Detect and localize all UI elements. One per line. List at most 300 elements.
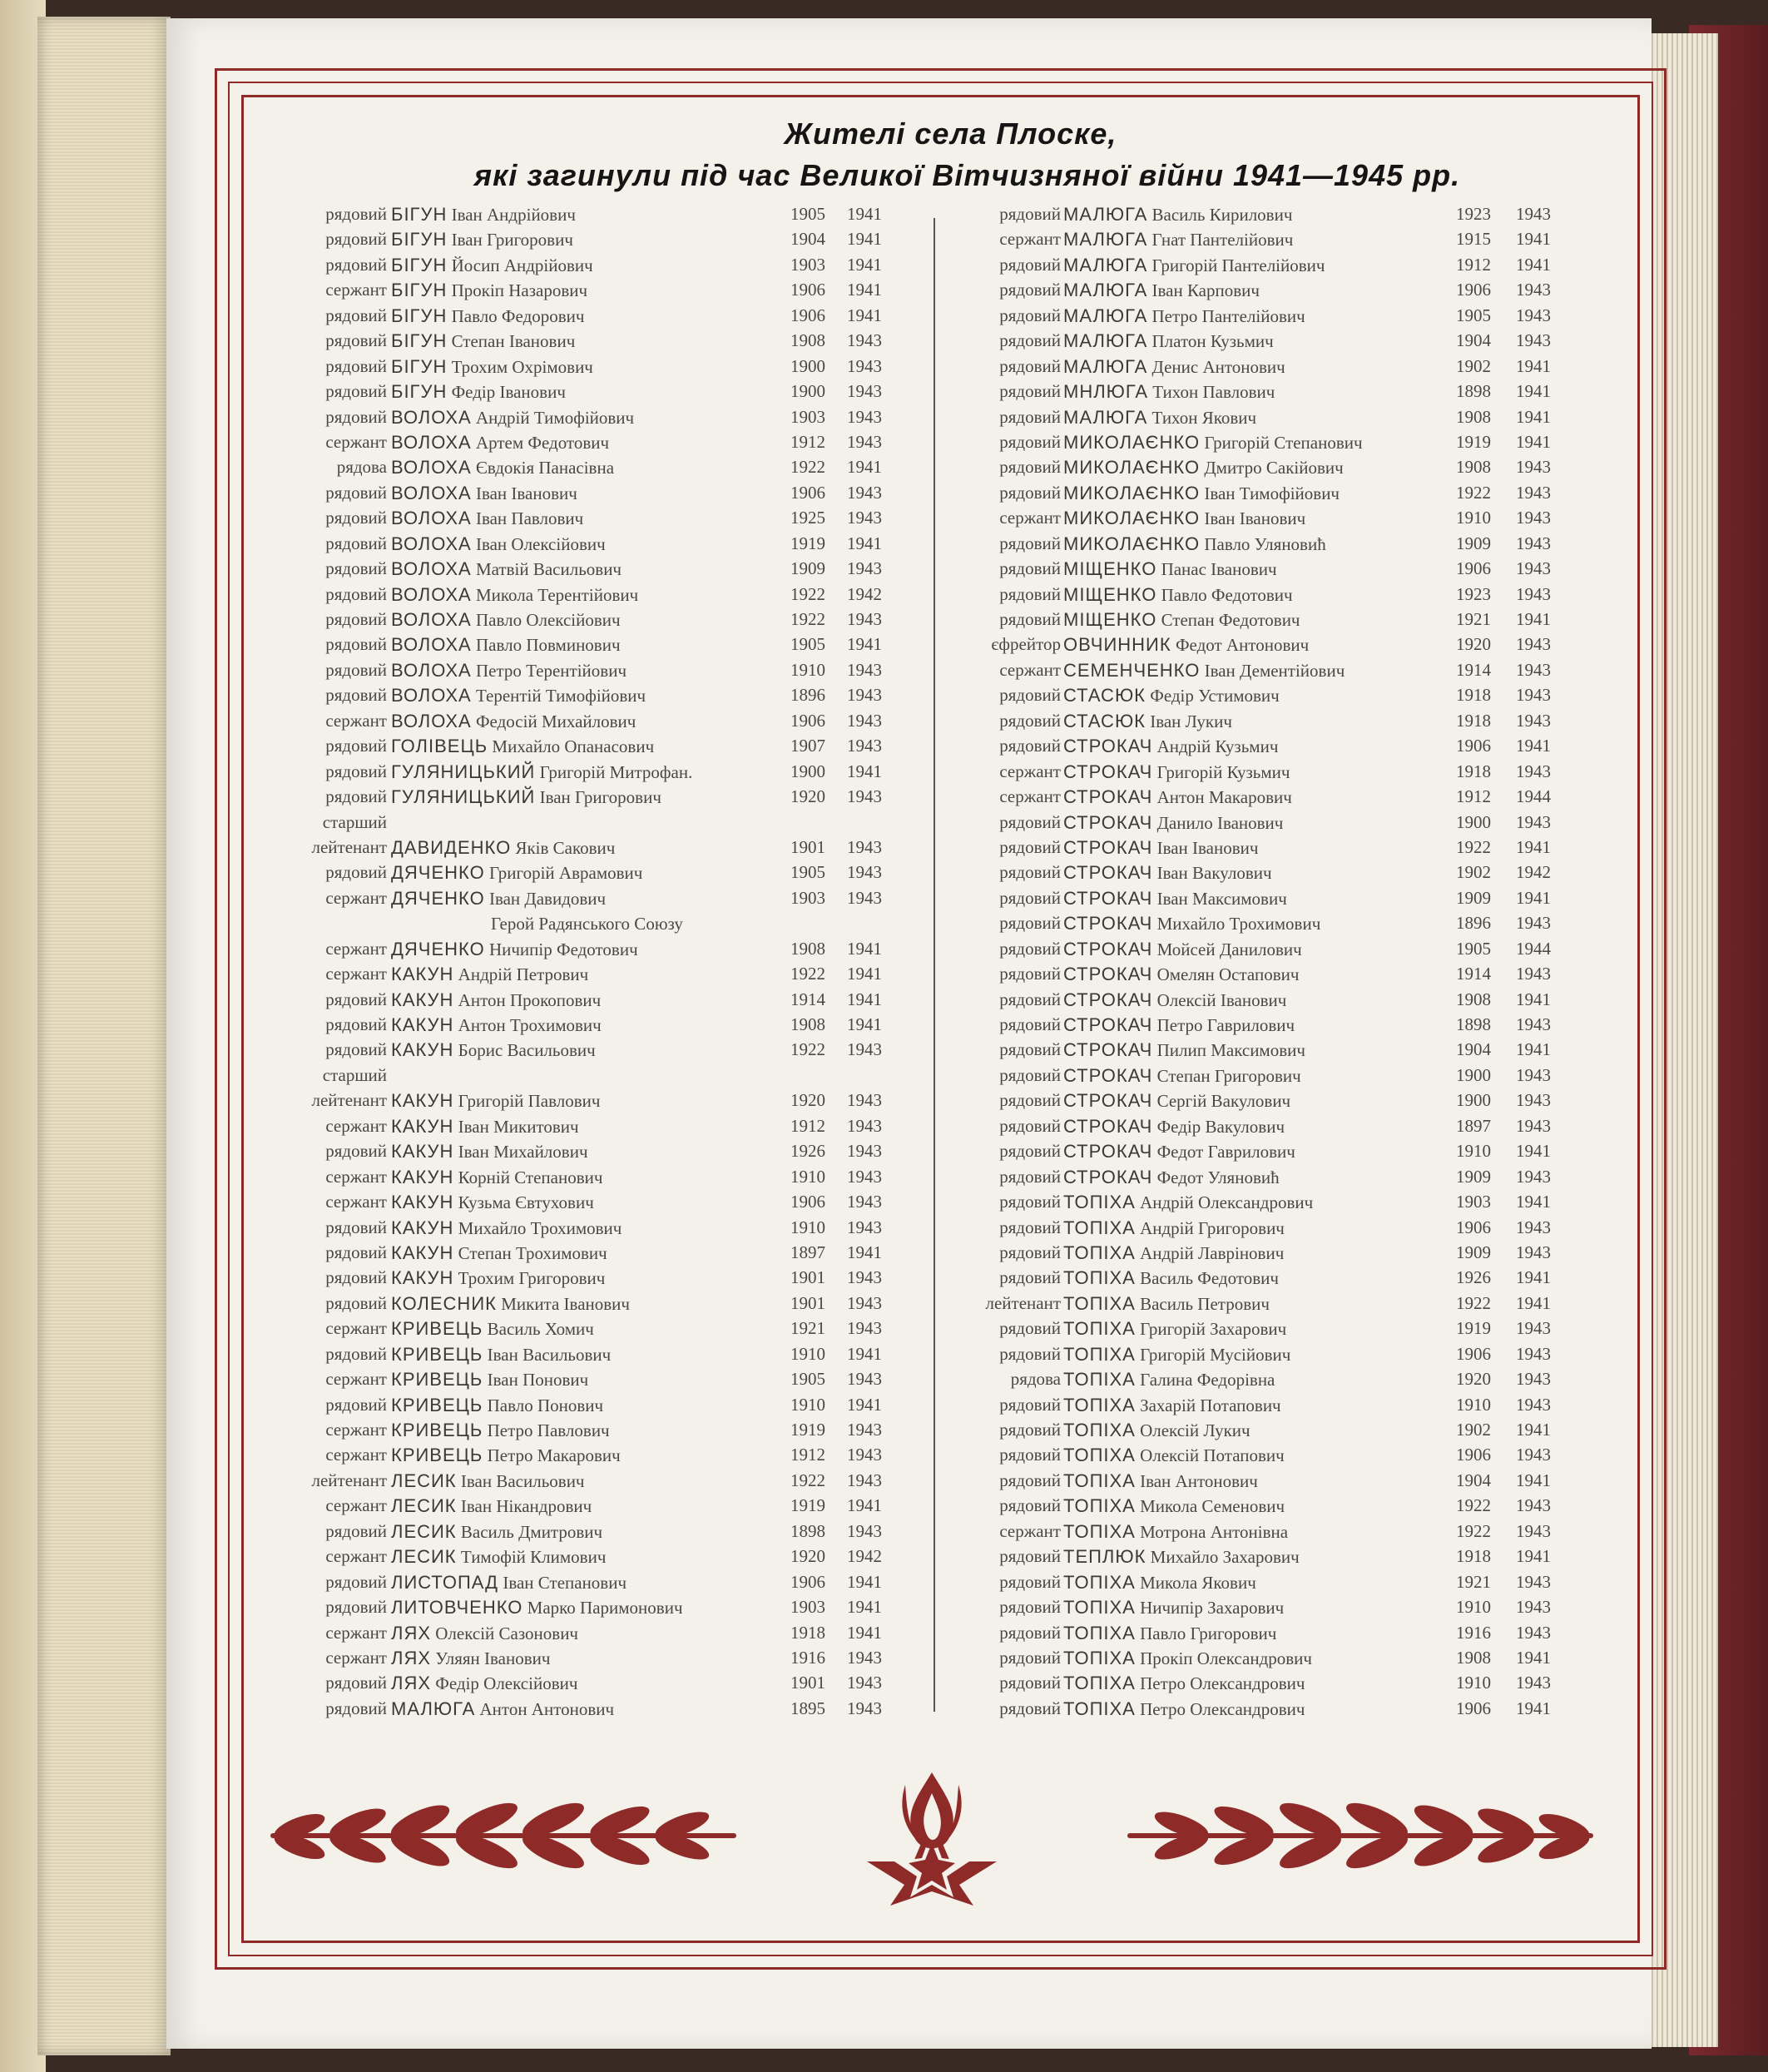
death-year: 1943 [1516, 1064, 1551, 1085]
rank-label: рядовий [325, 685, 387, 706]
surname: МІЩЕНКО [1063, 558, 1157, 580]
death-year: 1944 [1516, 786, 1551, 807]
rank-label: рядовий [999, 989, 1061, 1009]
rank-label: сержант [325, 1622, 387, 1643]
surname: МИКОЛАЄНКО [1063, 431, 1201, 453]
given-names: Федот Уляновић [1156, 1167, 1280, 1187]
surname: МНЛЮГА [1063, 381, 1148, 403]
death-year: 1941 [847, 457, 882, 478]
birth-year: 1919 [790, 1495, 825, 1516]
given-names: Платон Кузьмич [1151, 331, 1274, 352]
birth-year: 1919 [1456, 1318, 1491, 1339]
person-name [391, 381, 566, 403]
birth-year: 1906 [1456, 558, 1491, 579]
birth-year: 1902 [1456, 1420, 1491, 1440]
rank-label: рядовий [999, 254, 1061, 275]
birth-year: 1921 [790, 1318, 825, 1339]
birth-year: 1901 [790, 1267, 825, 1288]
death-year: 1943 [847, 330, 882, 351]
death-year: 1941 [1516, 1546, 1551, 1567]
given-names: Іван Лукич [1150, 711, 1232, 731]
birth-year: 1902 [1456, 355, 1491, 376]
birth-year: 1926 [790, 1141, 825, 1162]
surname: ЛЕСИК [391, 1546, 457, 1568]
rank-label: лейтенант [311, 836, 387, 857]
person-name [391, 1698, 614, 1720]
death-year: 1943 [847, 609, 882, 629]
rank-label: сержант [325, 1369, 387, 1390]
death-year: 1941 [1516, 381, 1551, 402]
given-names: Василь Федотович [1140, 1268, 1279, 1289]
surname: СТРОКАЧ [1063, 1039, 1153, 1061]
person-name [1063, 1470, 1258, 1492]
surname: КАКУН [391, 1141, 454, 1162]
given-names: Іван Нікандрович [460, 1496, 592, 1517]
birth-year: 1922 [790, 1039, 825, 1060]
surname: ЛИТОВЧЕНКО [391, 1597, 523, 1618]
birth-year: 1923 [1456, 204, 1491, 224]
rank-label: рядовий [325, 229, 387, 250]
given-names: Герой Радянського Союзу [491, 914, 683, 934]
person-name [1063, 1192, 1313, 1213]
given-names: Іван Олексійович [475, 533, 606, 554]
given-names: Павло Понович [487, 1395, 604, 1415]
rank-label: лейтенант [311, 1470, 387, 1490]
surname: СТРОКАЧ [1063, 1141, 1153, 1162]
rank-label: сержант [999, 229, 1061, 250]
given-names: Федот Гаврилович [1156, 1142, 1295, 1162]
surname: МІЩЕНКО [1063, 583, 1157, 605]
rank-label: сержант [325, 1166, 387, 1187]
birth-year: 1897 [790, 1242, 825, 1262]
death-year: 1943 [1516, 964, 1551, 984]
death-year: 1943 [1516, 685, 1551, 706]
given-names: Іван Дементійович [1204, 660, 1345, 681]
death-year: 1941 [1516, 1267, 1551, 1288]
birth-year: 1896 [1456, 913, 1491, 934]
given-names: Микита Іванович [501, 1293, 630, 1314]
person-name [391, 1420, 610, 1441]
death-year: 1941 [1516, 836, 1551, 857]
rank-label: рядовий [325, 1014, 387, 1034]
death-year: 1943 [847, 1039, 882, 1060]
surname: БІГУН [391, 280, 448, 301]
surname: ТОПІХА [1063, 1192, 1136, 1213]
surname: ВОЛОХА [391, 583, 472, 605]
person-name [391, 533, 606, 555]
birth-year: 1905 [1456, 305, 1491, 325]
death-year: 1943 [1516, 1673, 1551, 1693]
person-name [391, 1267, 605, 1289]
death-year: 1943 [1516, 1495, 1551, 1516]
given-names: Прокіп Олександрович [1140, 1648, 1312, 1668]
birth-year: 1910 [790, 1166, 825, 1187]
death-year: 1943 [1516, 1217, 1551, 1237]
surname: ОВЧИННИК [1063, 634, 1171, 656]
birth-year: 1906 [790, 1192, 825, 1212]
death-year: 1941 [847, 938, 882, 959]
surname: КАКУН [391, 1115, 454, 1137]
surname: СТРОКАЧ [1063, 1090, 1153, 1112]
birth-year: 1900 [790, 761, 825, 781]
person-name [1063, 609, 1300, 631]
given-names: Терентій Тимофійович [475, 686, 646, 706]
surname: СТРОКАЧ [1063, 811, 1153, 833]
given-names: Панас Іванович [1161, 559, 1277, 580]
given-names: Прокіп Назарович [451, 280, 588, 301]
death-year: 1944 [1516, 938, 1551, 959]
given-names: Микола Якович [1140, 1572, 1256, 1593]
rank-label: рядовий [999, 406, 1061, 427]
person-name [391, 1192, 594, 1213]
rank-label: рядовий [999, 1546, 1061, 1567]
person-name [391, 1344, 611, 1366]
birth-year: 1914 [1456, 659, 1491, 680]
surname: ДЯЧЕНКО [391, 887, 485, 909]
rank-label: рядовий [999, 1343, 1061, 1364]
surname: МАЛЮГА [1063, 280, 1148, 301]
rank-label: рядовий [999, 457, 1061, 478]
surname: КАКУН [391, 1090, 454, 1112]
person-name [1063, 558, 1277, 580]
rank-label: рядовий [999, 1470, 1061, 1490]
death-year: 1943 [1516, 1343, 1551, 1364]
death-year: 1942 [847, 1546, 882, 1567]
birth-year: 1904 [1456, 1470, 1491, 1490]
person-name [391, 1470, 585, 1492]
death-year: 1941 [847, 964, 882, 984]
eternal-flame-star-icon [266, 1768, 1597, 1910]
rank-label: рядовий [325, 330, 387, 351]
death-year: 1943 [847, 685, 882, 706]
birth-year: 1912 [790, 1115, 825, 1136]
surname: СТРОКАЧ [1063, 964, 1153, 985]
surname: ТОПІХА [1063, 1420, 1136, 1440]
birth-year: 1910 [790, 1394, 825, 1415]
given-names: Михайло Захарович [1150, 1547, 1300, 1568]
death-year: 1941 [1516, 1420, 1551, 1440]
surname: ТОПІХА [1063, 1571, 1136, 1593]
birth-year: 1905 [1456, 938, 1491, 959]
death-year: 1943 [847, 1520, 882, 1541]
given-names: Іван Микитович [458, 1116, 579, 1137]
rank-label: сержант [999, 1520, 1061, 1541]
person-name [1063, 1648, 1312, 1669]
rank-label: рядовий [325, 634, 387, 655]
given-names: Михайло Трохимович [458, 1217, 622, 1238]
death-year: 1942 [847, 583, 882, 604]
surname: КАКУН [391, 1267, 454, 1289]
person-name [1063, 584, 1293, 606]
birth-year: 1909 [1456, 887, 1491, 908]
rank-label: рядовий [325, 533, 387, 553]
given-names: Уляян Іванович [435, 1648, 551, 1668]
birth-year: 1910 [1456, 508, 1491, 528]
rank-label: рядовий [999, 1039, 1061, 1060]
given-names: Андрій Петрович [458, 964, 589, 985]
memorial-page [166, 18, 1652, 2049]
rank-label: лейтенант [985, 1292, 1061, 1313]
death-year: 1943 [847, 862, 882, 883]
birth-year: 1922 [790, 609, 825, 629]
given-names: Микола Терентійович [475, 584, 639, 605]
given-names: Петро Олександрович [1140, 1698, 1305, 1719]
surname: БІГУН [391, 204, 448, 225]
death-year: 1943 [1516, 1242, 1551, 1262]
birth-year: 1922 [1456, 1495, 1491, 1516]
given-names: Іван Григорович [451, 230, 573, 250]
person-name [1063, 1597, 1284, 1618]
birth-year: 1912 [1456, 786, 1491, 807]
death-year: 1941 [847, 1343, 882, 1364]
birth-year: 1901 [790, 836, 825, 857]
death-year: 1943 [1516, 1369, 1551, 1390]
surname: ДЯЧЕНКО [391, 938, 485, 959]
birth-year: 1909 [1456, 533, 1491, 553]
person-name [1063, 1318, 1286, 1340]
given-names: Григорій Митрофан. [539, 761, 693, 782]
person-name [391, 1546, 606, 1568]
rank-label: рядовий [999, 1166, 1061, 1187]
person-name [1063, 634, 1309, 656]
given-names: Іван Іванович [475, 483, 577, 503]
death-year: 1943 [1516, 204, 1551, 224]
birth-year: 1922 [790, 583, 825, 604]
surname: ТОПІХА [1063, 1394, 1136, 1415]
surname: МІЩЕНКО [1063, 609, 1157, 630]
rank-label: рядова [336, 457, 387, 478]
rank-label: сержант [325, 938, 387, 959]
death-year: 1941 [847, 533, 882, 553]
rank-label: рядовий [999, 1141, 1061, 1162]
surname: ВОЛОХА [391, 609, 472, 630]
surname: ТОПІХА [1063, 1318, 1136, 1340]
person-name [1063, 939, 1302, 960]
birth-year: 1923 [1456, 583, 1491, 604]
birth-year: 1918 [1456, 761, 1491, 781]
rank-label: сержант [325, 1318, 387, 1339]
person-name [1063, 1242, 1284, 1264]
surname: СТРОКАЧ [1063, 836, 1153, 858]
person-name [1063, 1167, 1280, 1188]
birth-year: 1912 [1456, 254, 1491, 275]
death-year: 1943 [847, 1292, 882, 1313]
given-names: Василь Дмитрович [460, 1521, 603, 1542]
given-names: Степан Іванович [451, 331, 576, 352]
birth-year: 1906 [1456, 736, 1491, 756]
surname: ЛЯХ [391, 1673, 431, 1694]
given-names: Іван Васильович [487, 1344, 612, 1365]
birth-year: 1910 [1456, 1597, 1491, 1618]
surname: ТОПІХА [1063, 1520, 1136, 1542]
birth-year: 1922 [1456, 1520, 1491, 1541]
person-name [391, 736, 654, 757]
birth-year: 1908 [1456, 1647, 1491, 1668]
birth-year: 1922 [790, 964, 825, 984]
death-year: 1943 [1516, 482, 1551, 503]
death-year: 1941 [1516, 1292, 1551, 1313]
person-name [391, 483, 577, 504]
surname: БІГУН [391, 254, 448, 275]
person-name [391, 1167, 602, 1188]
rank-label: рядовий [999, 811, 1061, 832]
death-year: 1943 [847, 659, 882, 680]
rank-label: рядовий [999, 1394, 1061, 1415]
person-name [391, 508, 583, 529]
death-year: 1941 [1516, 1470, 1551, 1490]
rank-label: рядовий [325, 482, 387, 503]
surname: КАКУН [391, 1166, 454, 1187]
person-name [1063, 1014, 1295, 1036]
rank-label: рядовий [325, 1673, 387, 1693]
death-year: 1943 [847, 1267, 882, 1288]
birth-year: 1905 [790, 862, 825, 883]
birth-year: 1903 [790, 887, 825, 908]
person-name [391, 407, 634, 429]
birth-year: 1901 [790, 1673, 825, 1693]
surname: ТОПІХА [1063, 1470, 1136, 1491]
rank-label: рядовий [999, 1445, 1061, 1465]
person-name [1063, 1698, 1305, 1720]
person-name [391, 255, 593, 276]
person-name [1063, 812, 1283, 834]
death-year: 1943 [847, 1141, 882, 1162]
birth-year: 1896 [790, 685, 825, 706]
person-name [391, 1495, 592, 1517]
death-year: 1943 [1516, 913, 1551, 934]
given-names: Степан Федотович [1161, 610, 1300, 630]
surname: ВОЛОХА [391, 634, 472, 656]
person-name [391, 330, 575, 352]
birth-year: 1922 [1456, 1292, 1491, 1313]
person-name [391, 964, 588, 985]
rank-label: рядовий [325, 558, 387, 579]
death-year: 1943 [847, 558, 882, 579]
rank-label: лейтенант [311, 1090, 387, 1111]
given-names: Тихон Якович [1151, 407, 1257, 428]
given-names: Іван Карпович [1151, 280, 1260, 301]
death-year: 1941 [1516, 1039, 1551, 1060]
rank-label: рядовий [325, 659, 387, 680]
birth-year: 1906 [790, 1571, 825, 1592]
surname: МАЛЮГА [1063, 406, 1148, 428]
person-name [391, 862, 642, 884]
surname: СТРОКАЧ [1063, 887, 1153, 909]
surname: КАКУН [391, 1014, 454, 1035]
birth-year: 1912 [790, 431, 825, 452]
death-year: 1941 [1516, 1647, 1551, 1668]
surname: СТРОКАЧ [1063, 1014, 1153, 1035]
surname: КРИВЕЦЬ [391, 1394, 483, 1415]
surname: ТОПІХА [1063, 1698, 1136, 1719]
surname: ТОПІХА [1063, 1343, 1136, 1365]
given-names: Андрій Григорович [1140, 1217, 1285, 1238]
given-names: Павло Повминович [475, 635, 621, 656]
rank-label: рядовий [325, 1039, 387, 1060]
rank-label: рядовий [999, 1622, 1061, 1643]
person-name [1063, 837, 1258, 859]
surname: ВОЛОХА [391, 558, 472, 580]
birth-year: 1906 [1456, 1698, 1491, 1718]
surname: СТРОКАЧ [1063, 736, 1153, 757]
given-names: Данило Іванович [1156, 812, 1284, 833]
surname: МАЛЮГА [1063, 355, 1148, 377]
given-names: Федір Іванович [451, 382, 566, 403]
rank-label: рядовий [999, 381, 1061, 402]
birth-year: 1906 [790, 482, 825, 503]
death-year: 1941 [1516, 431, 1551, 452]
surname: СТРОКАЧ [1063, 913, 1153, 934]
death-year: 1941 [847, 305, 882, 325]
person-name [391, 1014, 602, 1036]
surname: МАЛЮГА [1063, 254, 1148, 275]
rank-label: рядовий [325, 736, 387, 756]
person-name [391, 558, 622, 580]
death-year: 1943 [1516, 1115, 1551, 1136]
rank-label: рядовий [999, 736, 1061, 756]
person-name [391, 989, 601, 1011]
rank-label: рядовий [325, 1698, 387, 1718]
death-year: 1943 [847, 431, 882, 452]
rank-label: рядовий [999, 1318, 1061, 1339]
rank-label: сержант [325, 1192, 387, 1212]
given-names: Андрій Тимофійович [475, 407, 635, 428]
birth-year: 1900 [1456, 1090, 1491, 1111]
rank-label: рядовий [325, 1520, 387, 1541]
birth-year: 1919 [1456, 431, 1491, 452]
surname: БІГУН [391, 305, 448, 326]
birth-year: 1908 [1456, 989, 1491, 1009]
person-name [1063, 1141, 1295, 1162]
birth-year: 1898 [1456, 1014, 1491, 1034]
rank-label: старший [322, 811, 387, 832]
death-year: 1943 [1516, 583, 1551, 604]
rank-label: рядовий [999, 887, 1061, 908]
person-name [391, 1673, 577, 1694]
person-name [391, 634, 621, 656]
birth-year: 1903 [790, 406, 825, 427]
birth-year: 1910 [1456, 1141, 1491, 1162]
birth-year: 1908 [790, 330, 825, 351]
birth-year: 1912 [790, 1445, 825, 1465]
person-name [1063, 1217, 1285, 1239]
death-year: 1943 [1516, 761, 1551, 781]
death-year: 1943 [1516, 457, 1551, 478]
surname: СТРОКАЧ [1063, 761, 1153, 782]
person-name [391, 786, 661, 808]
death-year: 1943 [1516, 508, 1551, 528]
given-names: Федот Антонович [1175, 635, 1310, 656]
person-name [1063, 1420, 1250, 1441]
given-names: Василь Петрович [1140, 1293, 1270, 1314]
given-names: Пилип Максимович [1156, 1040, 1305, 1061]
birth-year: 1905 [790, 204, 825, 224]
surname: ТОПІХА [1063, 1292, 1136, 1314]
surname: КАКУН [391, 964, 454, 985]
rank-label: сержант [999, 786, 1061, 807]
death-year: 1943 [1516, 1571, 1551, 1592]
birth-year: 1908 [790, 938, 825, 959]
given-names: Степан Трохимович [458, 1242, 607, 1263]
birth-year: 1910 [790, 1217, 825, 1237]
person-name [391, 584, 638, 606]
birth-year: 1918 [1456, 685, 1491, 706]
given-names: Іван Андрійович [451, 205, 576, 225]
given-names: Яків Сакович [515, 837, 616, 858]
surname: ТОПІХА [1063, 1597, 1136, 1618]
death-year: 1943 [847, 1318, 882, 1339]
death-year: 1941 [847, 1394, 882, 1415]
